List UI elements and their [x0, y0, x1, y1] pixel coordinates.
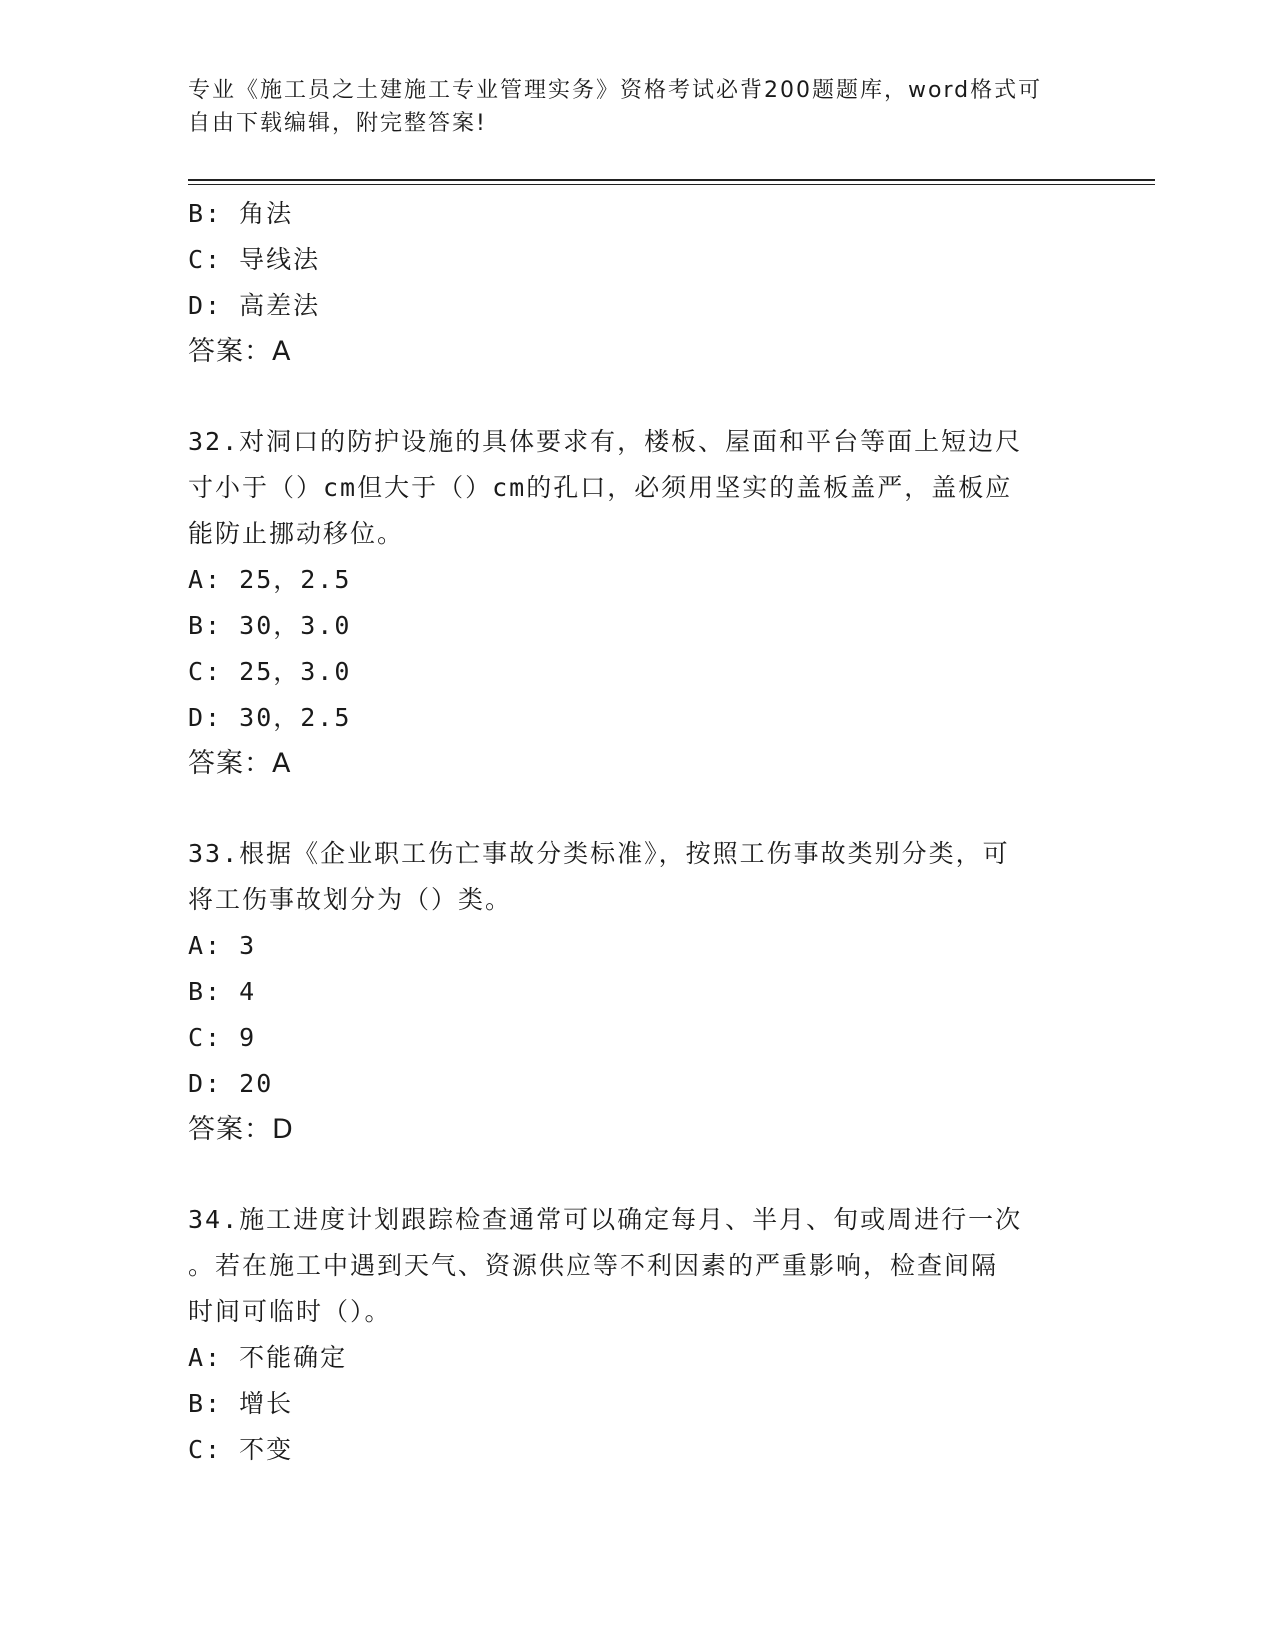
stem-line: 33.根据《企业职工伤亡事故分类标准》，按照工伤事故类别分类，可: [188, 839, 1010, 868]
answer-line: 答案：A: [188, 748, 292, 779]
question-stem: [188, 831, 1088, 923]
question-list: [188, 191, 1088, 1473]
option-a: A: 不能确定: [188, 1343, 348, 1372]
answer-line: 答案：A: [188, 336, 292, 367]
document-header: [188, 74, 1088, 140]
option-c: C: 不变: [188, 1435, 294, 1464]
stem-line: 34.施工进度计划跟踪检查通常可以确定每月、半月、旬或周进行一次: [188, 1205, 1023, 1234]
stem-line: 能防止挪动移位。: [188, 519, 405, 548]
option-b: B: 增长: [188, 1389, 294, 1418]
stem-line: 将工伤事故划分为（）类。: [188, 885, 513, 914]
option-b: B: 角法: [188, 199, 294, 228]
spacer: [188, 1153, 1088, 1197]
stem-line: 寸小于（）cm但大于（）cm的孔口，必须用坚实的盖板盖严，盖板应: [188, 473, 1013, 502]
stem-line: 。若在施工中遇到天气、资源供应等不利因素的严重影响，检查间隔: [188, 1251, 999, 1280]
question-34: [188, 1197, 1088, 1473]
spacer: [188, 375, 1088, 419]
option-c: C: 25，3.0: [188, 657, 352, 686]
option-a: A: 25，2.5: [188, 565, 352, 594]
header-divider-thick: [188, 179, 1155, 181]
option-d: D: 高差法: [188, 291, 321, 320]
option-a: A: 3: [188, 931, 257, 960]
answer-line: 答案：D: [188, 1114, 294, 1145]
header-divider-thin: [188, 184, 1155, 185]
question-stem: [188, 419, 1088, 557]
header-line-1: 专业《施工员之土建施工专业管理实务》资格考试必背200题题库，word格式可: [188, 78, 1043, 103]
header-line-2: 自由下载编辑，附完整答案!: [188, 111, 487, 136]
question-32: [188, 419, 1088, 787]
stem-line: 时间可临时（）。: [188, 1297, 392, 1326]
option-c: C: 导线法: [188, 245, 321, 274]
question-33: [188, 831, 1088, 1153]
question-31-tail: [188, 191, 1088, 375]
option-b: B: 30，3.0: [188, 611, 352, 640]
spacer: [188, 787, 1088, 831]
option-c: C: 9: [188, 1023, 257, 1052]
stem-line: 32.对洞口的防护设施的具体要求有，楼板、屋面和平台等面上短边尺: [188, 427, 1023, 456]
option-d: D: 20: [188, 1069, 274, 1098]
option-b: B: 4: [188, 977, 257, 1006]
option-d: D: 30，2.5: [188, 703, 352, 732]
question-stem: [188, 1197, 1088, 1335]
